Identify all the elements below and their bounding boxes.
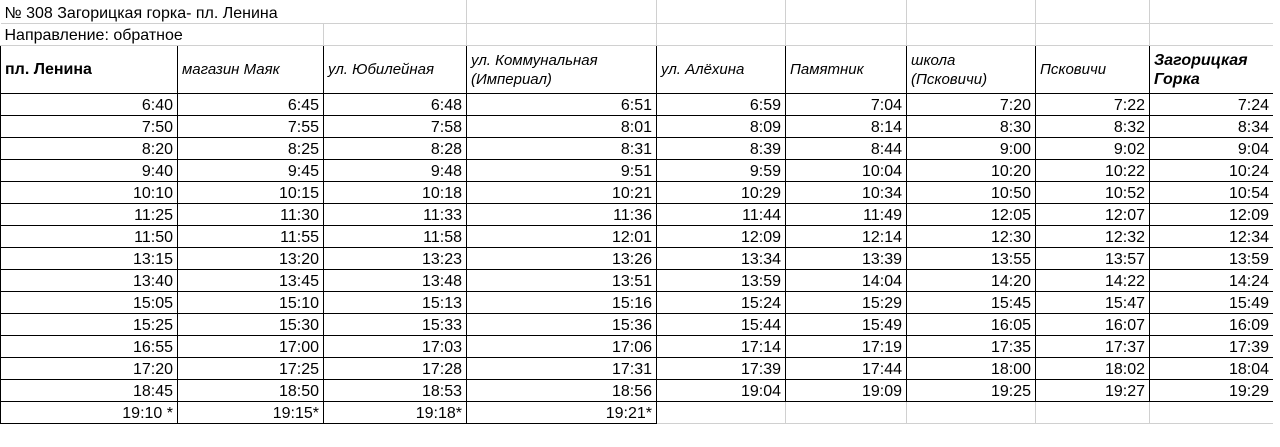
- timetable-row: [1, 402, 1274, 424]
- stop-header: Загорицкая Горка: [1150, 46, 1274, 94]
- time-cell: 17:37: [1036, 336, 1150, 358]
- time-cell: 9:51: [467, 160, 657, 182]
- time-cell: 7:20: [907, 94, 1036, 116]
- time-cell: 15:33: [324, 314, 467, 336]
- time-cell: 12:30: [907, 226, 1036, 248]
- stop-header: ул. Коммунальная (Империал): [467, 46, 657, 94]
- time-cell: 14:24: [1150, 270, 1274, 292]
- time-cell: 18:50: [178, 380, 324, 402]
- time-cell: 10:21: [467, 182, 657, 204]
- time-cell: 10:15: [178, 182, 324, 204]
- time-cell: 8:39: [657, 138, 786, 160]
- time-cell: 18:00: [907, 358, 1036, 380]
- sheet-edge: [1273, 0, 1280, 447]
- direction-row: [1, 24, 1274, 46]
- time-cell: 17:39: [657, 358, 786, 380]
- time-cell: 17:00: [178, 336, 324, 358]
- stop-header: пл. Ленина: [1, 46, 178, 94]
- time-cell: [907, 402, 1036, 424]
- timetable-row: [1, 204, 1274, 226]
- time-cell: 17:20: [1, 358, 178, 380]
- time-cell: 17:39: [1150, 336, 1274, 358]
- time-cell: 8:28: [324, 138, 467, 160]
- timetable-row: [1, 182, 1274, 204]
- timetable-row: [1, 314, 1274, 336]
- stop-header: Памятник: [786, 46, 907, 94]
- time-cell: 13:15: [1, 248, 178, 270]
- empty-cell: [907, 24, 1036, 46]
- time-cell: 9:02: [1036, 138, 1150, 160]
- time-cell: 8:01: [467, 116, 657, 138]
- time-cell: 8:34: [1150, 116, 1274, 138]
- time-cell: 15:25: [1, 314, 178, 336]
- time-cell: 14:04: [786, 270, 907, 292]
- timetable-row: [1, 380, 1274, 402]
- time-cell: 7:04: [786, 94, 907, 116]
- time-cell: 14:22: [1036, 270, 1150, 292]
- time-cell: 15:49: [1150, 292, 1274, 314]
- time-cell: 15:16: [467, 292, 657, 314]
- timetable-row: [1, 94, 1274, 116]
- time-cell: 9:48: [324, 160, 467, 182]
- time-cell: 13:55: [907, 248, 1036, 270]
- time-cell: 7:50: [1, 116, 178, 138]
- time-cell: 12:34: [1150, 226, 1274, 248]
- timetable-row: [1, 358, 1274, 380]
- time-cell: 8:09: [657, 116, 786, 138]
- time-cell: 10:29: [657, 182, 786, 204]
- empty-cell: [1036, 0, 1150, 24]
- time-cell: 7:58: [324, 116, 467, 138]
- time-cell: 14:20: [907, 270, 1036, 292]
- time-cell: 17:14: [657, 336, 786, 358]
- time-cell: 8:20: [1, 138, 178, 160]
- empty-cell: [1150, 0, 1274, 24]
- time-cell: 19:09: [786, 380, 907, 402]
- time-cell: 18:56: [467, 380, 657, 402]
- time-cell: 17:25: [178, 358, 324, 380]
- time-cell: 8:31: [467, 138, 657, 160]
- time-cell: 12:14: [786, 226, 907, 248]
- time-cell: 13:59: [657, 270, 786, 292]
- time-cell: [657, 402, 786, 424]
- timetable-row: [1, 270, 1274, 292]
- time-cell: 19:29: [1150, 380, 1274, 402]
- time-cell: 7:22: [1036, 94, 1150, 116]
- time-cell: 16:55: [1, 336, 178, 358]
- time-cell: 9:00: [907, 138, 1036, 160]
- time-cell: 19:10 *: [1, 402, 178, 424]
- time-cell: 13:20: [178, 248, 324, 270]
- time-cell: 13:45: [178, 270, 324, 292]
- time-cell: 13:48: [324, 270, 467, 292]
- time-cell: 13:39: [786, 248, 907, 270]
- time-cell: 16:07: [1036, 314, 1150, 336]
- stop-header: Псковичи: [1036, 46, 1150, 94]
- time-cell: 15:45: [907, 292, 1036, 314]
- time-cell: 11:49: [786, 204, 907, 226]
- time-cell: 18:53: [324, 380, 467, 402]
- time-cell: 13:59: [1150, 248, 1274, 270]
- empty-cell: [657, 0, 786, 24]
- route-title: № 308 Загорицкая горка- пл. Ленина: [4, 5, 278, 22]
- time-cell: 8:14: [786, 116, 907, 138]
- empty-cell: [467, 24, 657, 46]
- time-cell: 13:57: [1036, 248, 1150, 270]
- timetable-row: [1, 138, 1274, 160]
- time-cell: [1036, 402, 1150, 424]
- time-cell: 10:10: [1, 182, 178, 204]
- time-cell: 11:55: [178, 226, 324, 248]
- time-cell: 13:26: [467, 248, 657, 270]
- empty-cell: [786, 0, 907, 24]
- direction-label: Направление: обратное: [1, 24, 324, 46]
- timetable-row: [1, 160, 1274, 182]
- time-cell: 15:29: [786, 292, 907, 314]
- timetable-row: [1, 292, 1274, 314]
- time-cell: 12:32: [1036, 226, 1150, 248]
- time-cell: 9:40: [1, 160, 178, 182]
- time-cell: 11:33: [324, 204, 467, 226]
- empty-cell: [467, 0, 657, 24]
- time-cell: 6:48: [324, 94, 467, 116]
- time-cell: 7:55: [178, 116, 324, 138]
- empty-cell: [1150, 24, 1274, 46]
- timetable-row: [1, 226, 1274, 248]
- time-cell: 18:45: [1, 380, 178, 402]
- time-cell: 13:51: [467, 270, 657, 292]
- time-cell: 8:30: [907, 116, 1036, 138]
- time-cell: 10:04: [786, 160, 907, 182]
- time-cell: 9:04: [1150, 138, 1274, 160]
- time-cell: 11:58: [324, 226, 467, 248]
- time-cell: 15:13: [324, 292, 467, 314]
- empty-cell: [657, 24, 786, 46]
- time-cell: 11:44: [657, 204, 786, 226]
- time-cell: 8:44: [786, 138, 907, 160]
- empty-cell: [324, 24, 467, 46]
- time-cell: 8:25: [178, 138, 324, 160]
- time-cell: 17:06: [467, 336, 657, 358]
- time-cell: 10:34: [786, 182, 907, 204]
- stop-header: ул. Юбилейная: [324, 46, 467, 94]
- time-cell: 19:18*: [324, 402, 467, 424]
- time-cell: 18:02: [1036, 358, 1150, 380]
- time-cell: 11:30: [178, 204, 324, 226]
- timetable-row: [1, 116, 1274, 138]
- empty-cell: [786, 24, 907, 46]
- time-cell: 8:32: [1036, 116, 1150, 138]
- title-row: [1, 0, 1274, 24]
- stop-header: школа (Псковичи): [907, 46, 1036, 94]
- time-cell: 6:51: [467, 94, 657, 116]
- time-cell: 17:19: [786, 336, 907, 358]
- time-cell: 12:05: [907, 204, 1036, 226]
- time-cell: 10:18: [324, 182, 467, 204]
- time-cell: 16:09: [1150, 314, 1274, 336]
- stop-header: магазин Маяк: [178, 46, 324, 94]
- time-cell: 11:50: [1, 226, 178, 248]
- time-cell: 18:04: [1150, 358, 1274, 380]
- time-cell: 12:09: [1150, 204, 1274, 226]
- time-cell: 19:27: [1036, 380, 1150, 402]
- time-cell: 15:10: [178, 292, 324, 314]
- time-cell: 10:24: [1150, 160, 1274, 182]
- header-row: [1, 46, 1274, 94]
- time-cell: 19:21*: [467, 402, 657, 424]
- time-cell: 12:01: [467, 226, 657, 248]
- time-cell: 13:34: [657, 248, 786, 270]
- timetable-row: [1, 248, 1274, 270]
- time-cell: 6:40: [1, 94, 178, 116]
- time-cell: 19:04: [657, 380, 786, 402]
- time-cell: 16:05: [907, 314, 1036, 336]
- time-cell: 13:23: [324, 248, 467, 270]
- time-cell: 10:52: [1036, 182, 1150, 204]
- time-cell: 19:25: [907, 380, 1036, 402]
- time-cell: 17:28: [324, 358, 467, 380]
- time-cell: 7:24: [1150, 94, 1274, 116]
- time-cell: 12:09: [657, 226, 786, 248]
- time-cell: 15:49: [786, 314, 907, 336]
- time-cell: 17:44: [786, 358, 907, 380]
- time-cell: 15:05: [1, 292, 178, 314]
- empty-cell: [907, 0, 1036, 24]
- time-cell: [786, 402, 907, 424]
- time-cell: 10:54: [1150, 182, 1274, 204]
- empty-cell: [1036, 24, 1150, 46]
- time-cell: 17:03: [324, 336, 467, 358]
- time-cell: 11:36: [467, 204, 657, 226]
- time-cell: 11:25: [1, 204, 178, 226]
- time-cell: 13:40: [1, 270, 178, 292]
- time-cell: 19:15*: [178, 402, 324, 424]
- time-cell: 10:20: [907, 160, 1036, 182]
- timetable-row: [1, 336, 1274, 358]
- stop-header: ул. Алёхина: [657, 46, 786, 94]
- time-cell: 12:07: [1036, 204, 1150, 226]
- time-cell: 15:24: [657, 292, 786, 314]
- time-cell: 6:59: [657, 94, 786, 116]
- time-cell: 6:45: [178, 94, 324, 116]
- time-cell: 15:44: [657, 314, 786, 336]
- time-cell: [1150, 402, 1274, 424]
- time-cell: 10:22: [1036, 160, 1150, 182]
- time-cell: 17:35: [907, 336, 1036, 358]
- time-cell: 15:30: [178, 314, 324, 336]
- time-cell: 10:50: [907, 182, 1036, 204]
- time-cell: 9:59: [657, 160, 786, 182]
- time-cell: 15:36: [467, 314, 657, 336]
- time-cell: 9:45: [178, 160, 324, 182]
- time-cell: 15:47: [1036, 292, 1150, 314]
- time-cell: 17:31: [467, 358, 657, 380]
